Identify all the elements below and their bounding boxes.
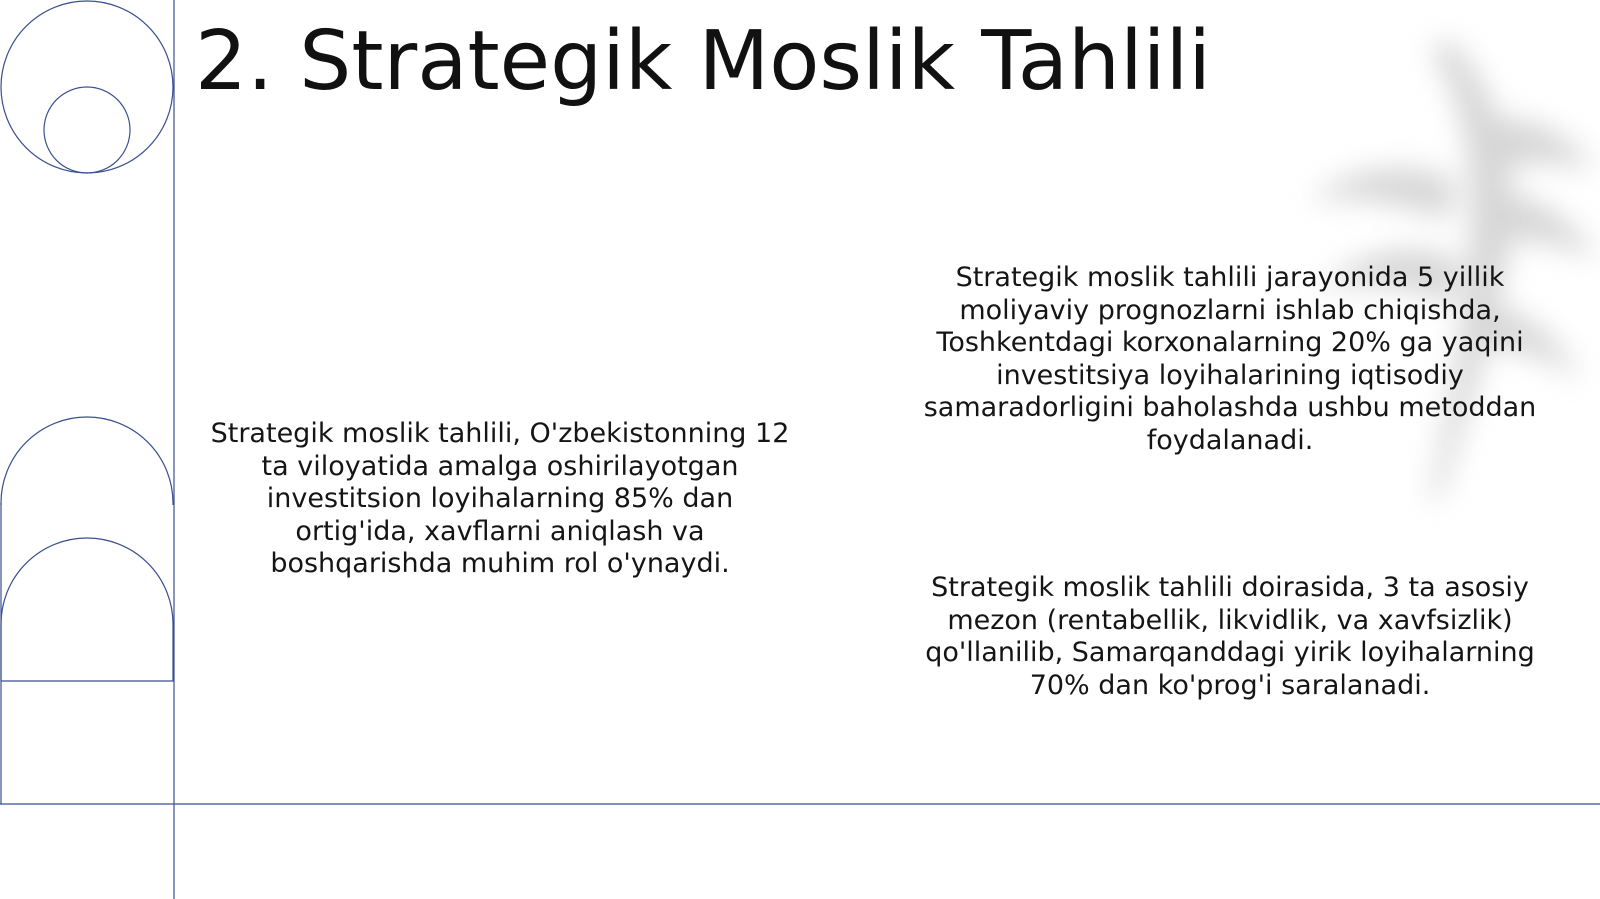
upper-arch-outline xyxy=(1,417,173,505)
small-circle-outline xyxy=(44,87,130,173)
paragraph-right-bottom: Strategik moslik tahlili doirasida, 3 ta asosiy mezon (rentabellik, likvidlik, va xavfsizlik) qo'llanilib, Samarqanddagi yirik loyihalarning 70% dan ko'prog'i saralanadi. xyxy=(925,572,1535,701)
paragraph-right-top: Strategik moslik tahlili jarayonida 5 yillik moliyaviy prognozlarni ishlab chiqishda, Toshkentdagi korxonalarning 20% ga yaqini investitsiya loyihalarining iqtisodiy samaradorligini baholashda ushbu metoddan foydalanadi. xyxy=(923,262,1537,456)
slide-title: 2. Strategik Moslik Tahlili xyxy=(195,14,1212,109)
paragraph-left: Strategik moslik tahlili, O'zbekistonning 12 ta viloyatida amalga oshirilayotgan investitsion loyihalarning 85% dan ortig'ida, xavflarni aniqlash va boshqarishda muhim rol o'ynaydi. xyxy=(210,418,790,579)
lower-arch-outline xyxy=(1,538,173,681)
